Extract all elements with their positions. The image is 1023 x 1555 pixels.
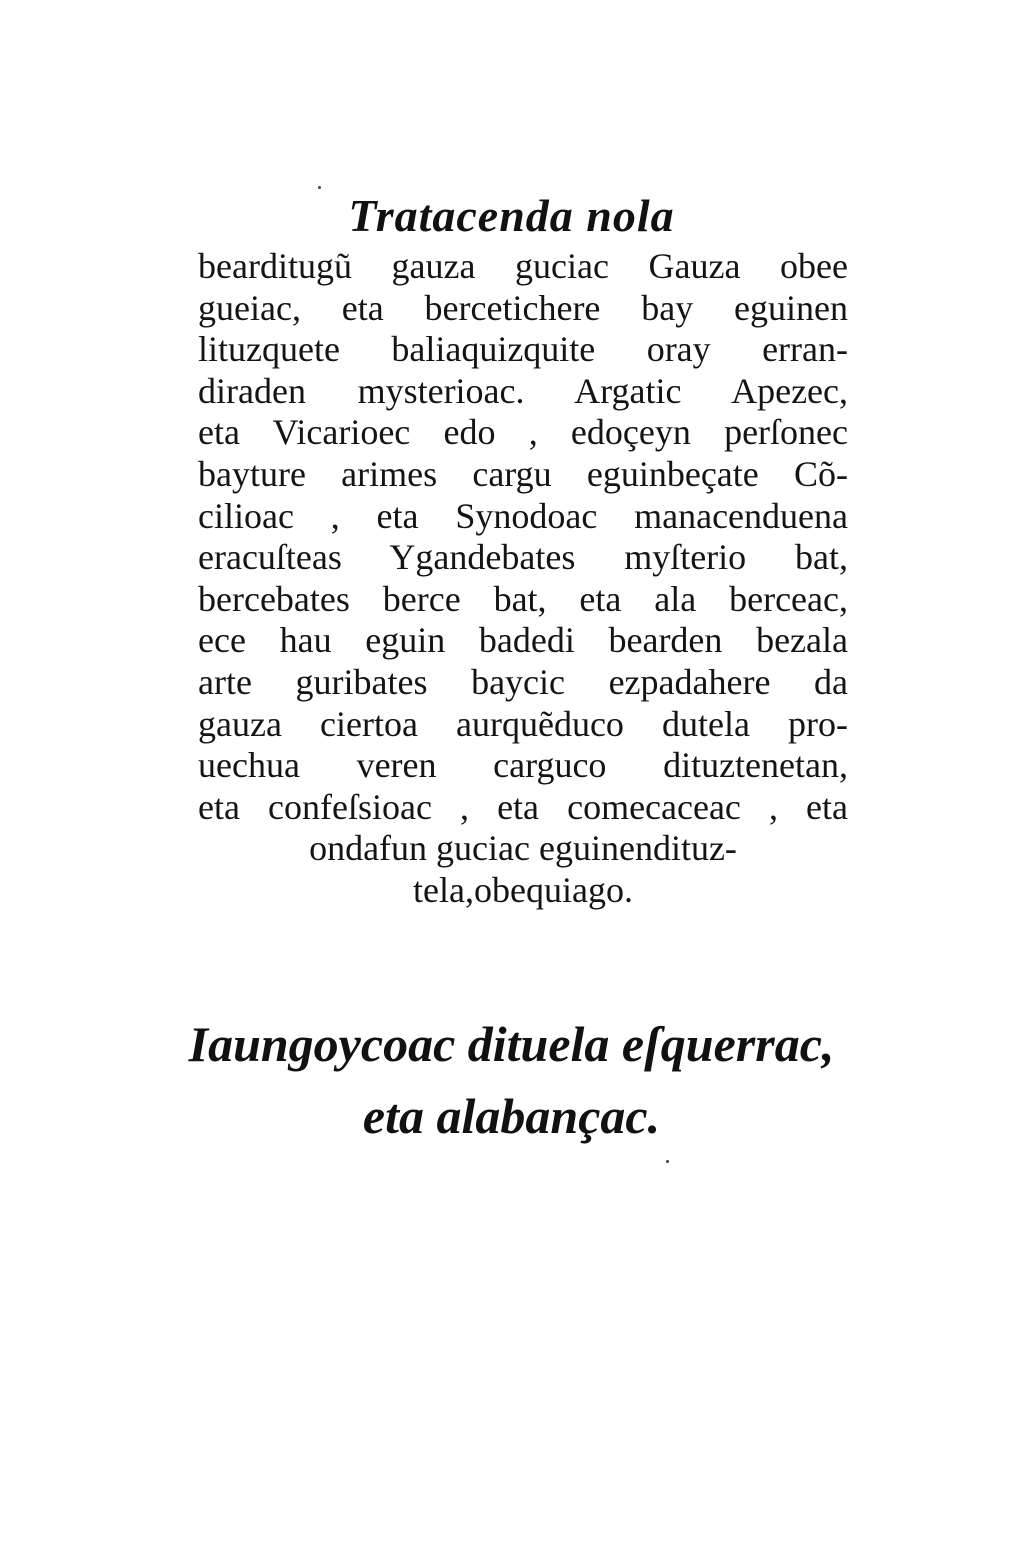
- body-paragraph: [198, 246, 848, 912]
- text-line: uechua veren carguco dituztenetan,: [198, 745, 848, 786]
- text-line: gauza ciertoa aurquẽduco dutela pro-: [198, 703, 848, 744]
- text-line: eta confeſsioac , eta comecaceac , eta: [198, 786, 848, 827]
- text-line: bercebates berce bat, eta ala berceac,: [198, 578, 848, 619]
- text-line: tela,obequiago.: [413, 869, 633, 910]
- text-line: bearditugũ gauza guciac Gauza obee: [198, 246, 848, 286]
- ink-speck: [666, 1160, 669, 1163]
- page-header: Tratacenda nola: [348, 190, 675, 241]
- ink-speck: [318, 186, 321, 189]
- text-line: bayture arimes cargu eguinbeçate Cõ-: [198, 453, 848, 494]
- text-line: eracuſteas Ygandebates myſterio bat,: [198, 537, 848, 578]
- text-line: gueiac, eta bercetichere bay eguinen: [198, 287, 848, 328]
- closing-line: Iaungoycoac dituela eſquerrac,: [188, 1016, 835, 1072]
- text-line: eta Vicarioec edo , edoçeyn perſonec: [198, 412, 848, 453]
- text-line: ece hau eguin badedi bearden bezala: [198, 620, 848, 661]
- text-line: lituzquete baliaquizquite oray erran-: [198, 329, 848, 370]
- text-line: ondafun guciac eguinendituz-: [309, 828, 737, 869]
- text-line: diraden mysterioac. Argatic Apezec,: [198, 370, 848, 411]
- closing-line: eta alabançac.: [362, 1088, 661, 1144]
- text-line: cilioac , eta Synodoac manacenduena: [198, 495, 848, 536]
- closing-invocation: [0, 1008, 1023, 1152]
- text-line: arte guribates baycic ezpadahere da: [198, 661, 848, 702]
